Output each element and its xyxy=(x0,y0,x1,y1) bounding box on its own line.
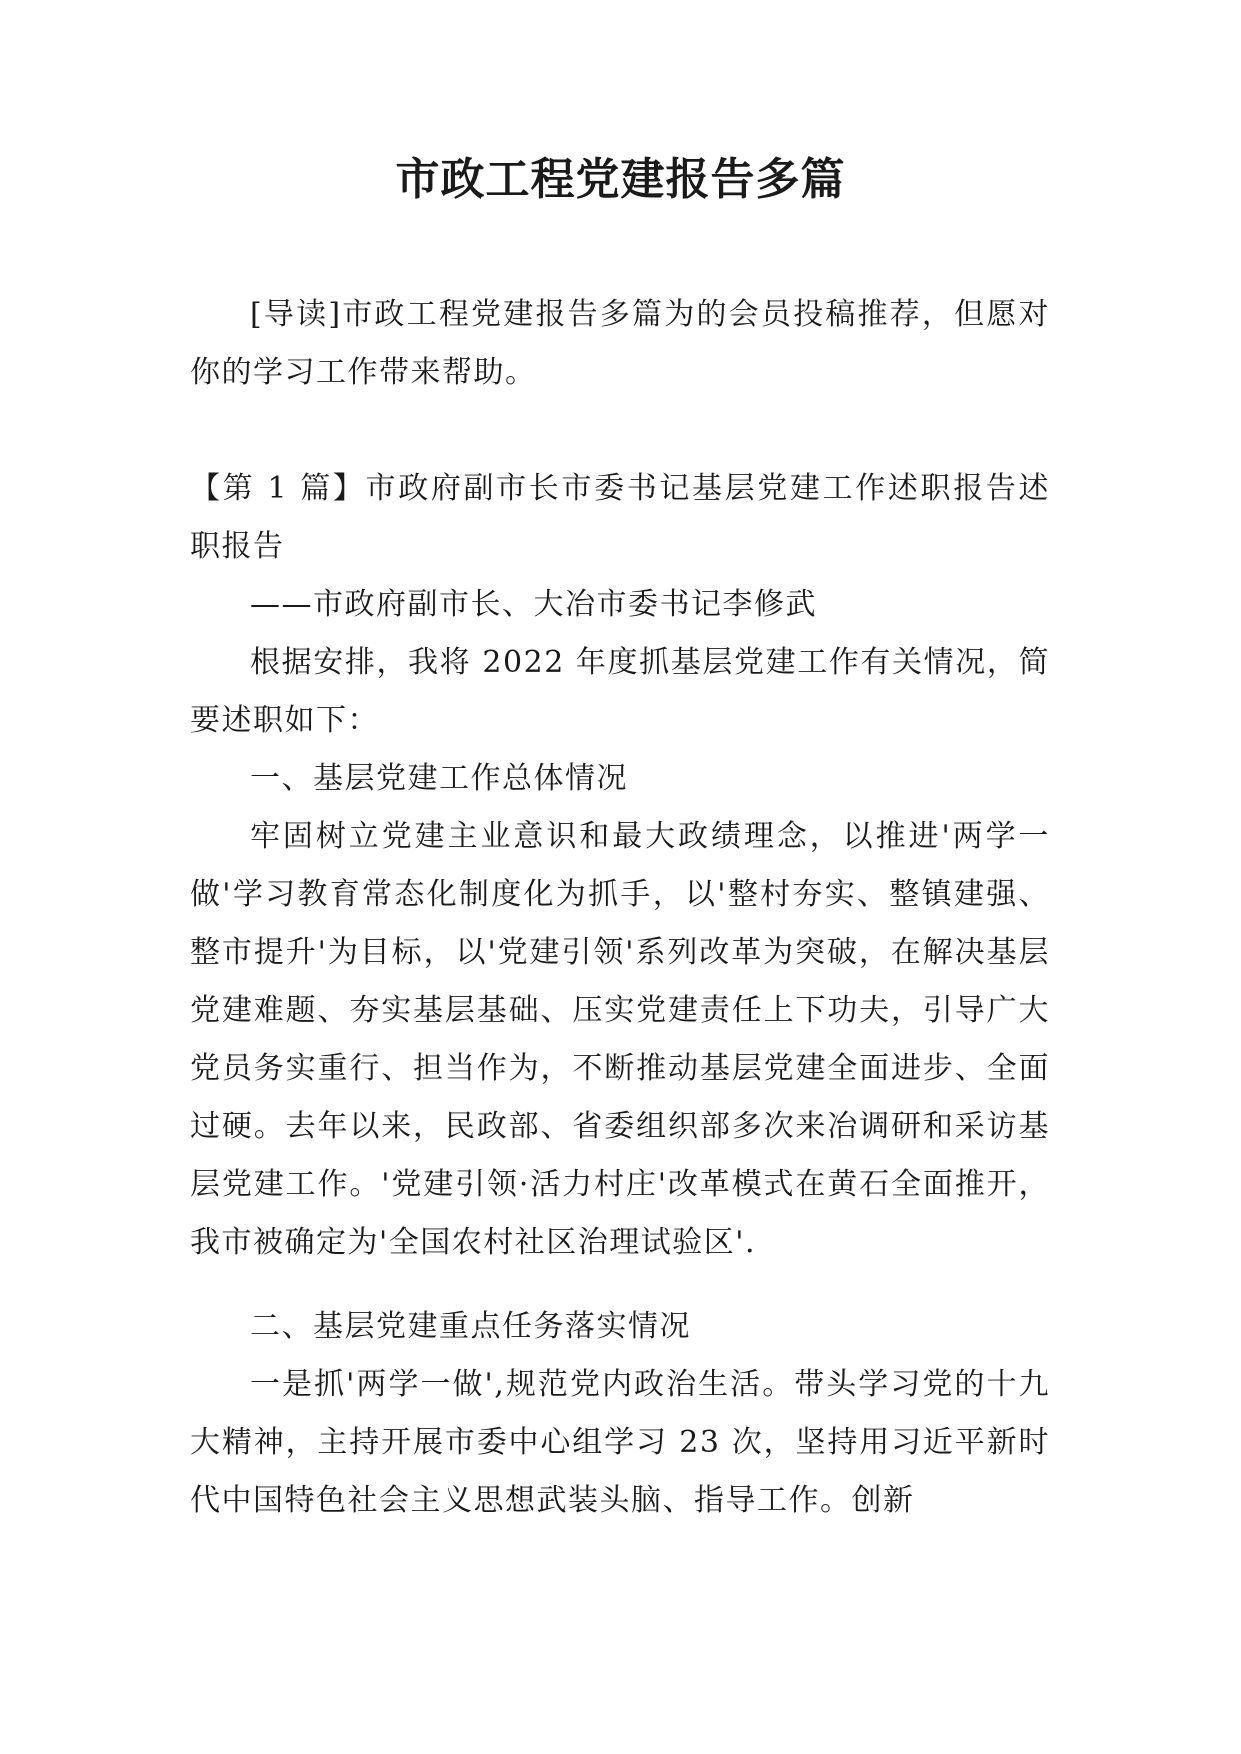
document-title: 市政工程党建报告多篇 xyxy=(395,154,846,205)
document-body xyxy=(190,286,1050,1530)
paragraph-key-tasks: 一是抓'两学一做',规范党内政治生活。带头学习党的十九大精神，主持开展市委中心组学习 23 次，坚持用习近平新时代中国特色社会主义思想武装头脑、指导工作。创新 xyxy=(190,1367,1050,1518)
section-heading: 【第 1 篇】市政府副市长市委书记基层党建工作述职报告述职报告 xyxy=(190,471,1050,564)
byline: ——市政府副市长、大冶市委书记李修武 xyxy=(250,587,817,622)
paragraph-overall: 牢固树立党建主业意识和最大政绩理念，以推进'两学一做'学习教育常态化制度化为抓手，以'整村夯实、整镇建强、整市提升'为目标，以'党建引领'系列改革为突破，在解决基层党建难题、夯实基层基础、压实党建责任上下功夫，引导广大党员务实重行、担当作为，不断推动基层党建全面进步、全面过硬。去年以来，民政部、省委组织部多次来冶调研和采访基层党建工作。'党建引领·活力村庄'改革模式在黄石全面推开，我市被确定为'全国农村社区治理试验区'. xyxy=(190,819,1050,1260)
subheading-key-tasks: 二、基层党建重点任务落实情况 xyxy=(250,1309,691,1344)
paragraph-intro: 根据安排，我将 2022 年度抓基层党建工作有关情况，简要述职如下： xyxy=(190,645,1050,738)
subheading-overall: 一、基层党建工作总体情况 xyxy=(250,761,628,796)
lead-paragraph: [导读]市政工程党建报告多篇为的会员投稿推荐，但愿对你的学习工作带来帮助。 xyxy=(190,297,1050,390)
